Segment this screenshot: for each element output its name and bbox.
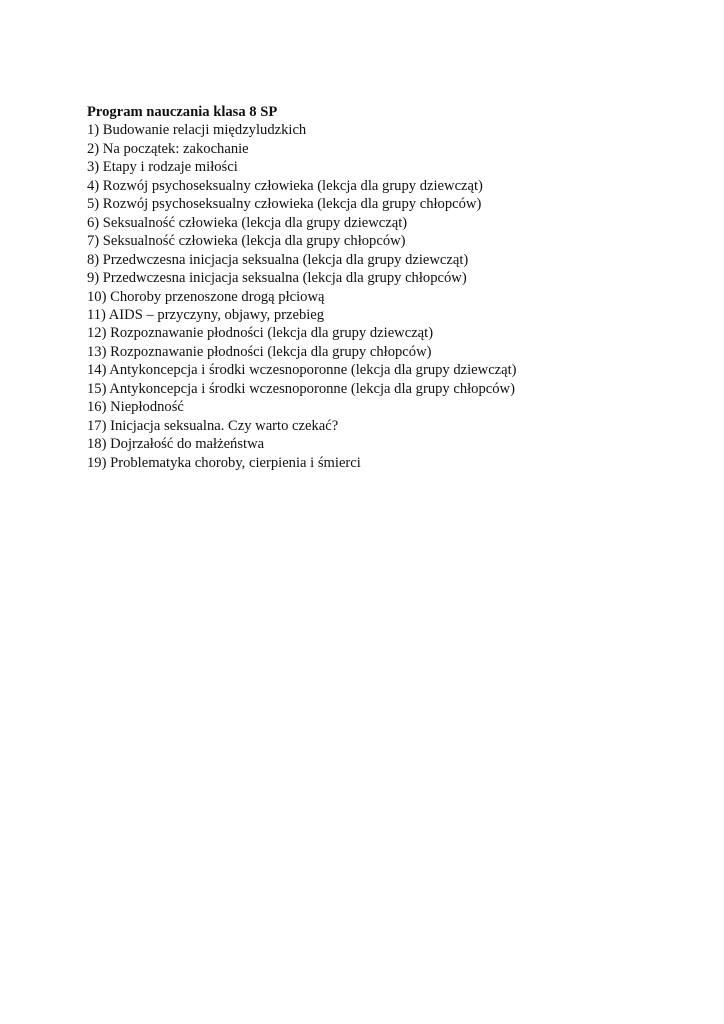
topic-item-17: 17) Inicjacja seksualna. Czy warto czekać? xyxy=(87,417,339,434)
topic-item-16: 16) Niepłodność xyxy=(87,399,184,416)
topic-item-5: 5) Rozwój psychoseksualny człowieka (lekcja dla grupy chłopców) xyxy=(87,196,482,213)
topic-item-3: 3) Etapy i rodzaje miłości xyxy=(87,159,238,176)
document-content xyxy=(87,103,647,472)
topic-item-7: 7) Seksualność człowieka (lekcja dla grupy chłopców) xyxy=(87,233,406,250)
topic-item-9: 9) Przedwczesna inicjacja seksualna (lekcja dla grupy chłopców) xyxy=(87,270,467,287)
topic-item-13: 13) Rozpoznawanie płodności (lekcja dla grupy chłopców) xyxy=(87,343,432,360)
topic-item-11: 11) AIDS – przyczyny, objawy, przebieg xyxy=(87,306,325,323)
topic-item-2: 2) Na początek: zakochanie xyxy=(87,140,249,157)
topic-item-18: 18) Dojrzałość do małżeństwa xyxy=(87,436,265,453)
topic-item-15: 15) Antykoncepcja i środki wczesnoporonne (lekcja dla grupy chłopców) xyxy=(87,380,515,397)
document-title: Program nauczania klasa 8 SP xyxy=(87,104,278,120)
topic-item-10: 10) Choroby przenoszone drogą płciową xyxy=(87,288,325,305)
topic-item-12: 12) Rozpoznawanie płodności (lekcja dla grupy dziewcząt) xyxy=(87,325,434,342)
topic-item-4: 4) Rozwój psychoseksualny człowieka (lekcja dla grupy dziewcząt) xyxy=(87,177,483,194)
topic-list xyxy=(87,121,647,472)
topic-item-6: 6) Seksualność człowieka (lekcja dla grupy dziewcząt) xyxy=(87,214,408,231)
topic-item-1: 1) Budowanie relacji międzyludzkich xyxy=(87,122,307,139)
topic-item-14: 14) Antykoncepcja i środki wczesnoporonne (lekcja dla grupy dziewcząt) xyxy=(87,362,517,379)
topic-item-8: 8) Przedwczesna inicjacja seksualna (lekcja dla grupy dziewcząt) xyxy=(87,251,469,268)
topic-item-19: 19) Problematyka choroby, cierpienia i śmierci xyxy=(87,454,361,471)
